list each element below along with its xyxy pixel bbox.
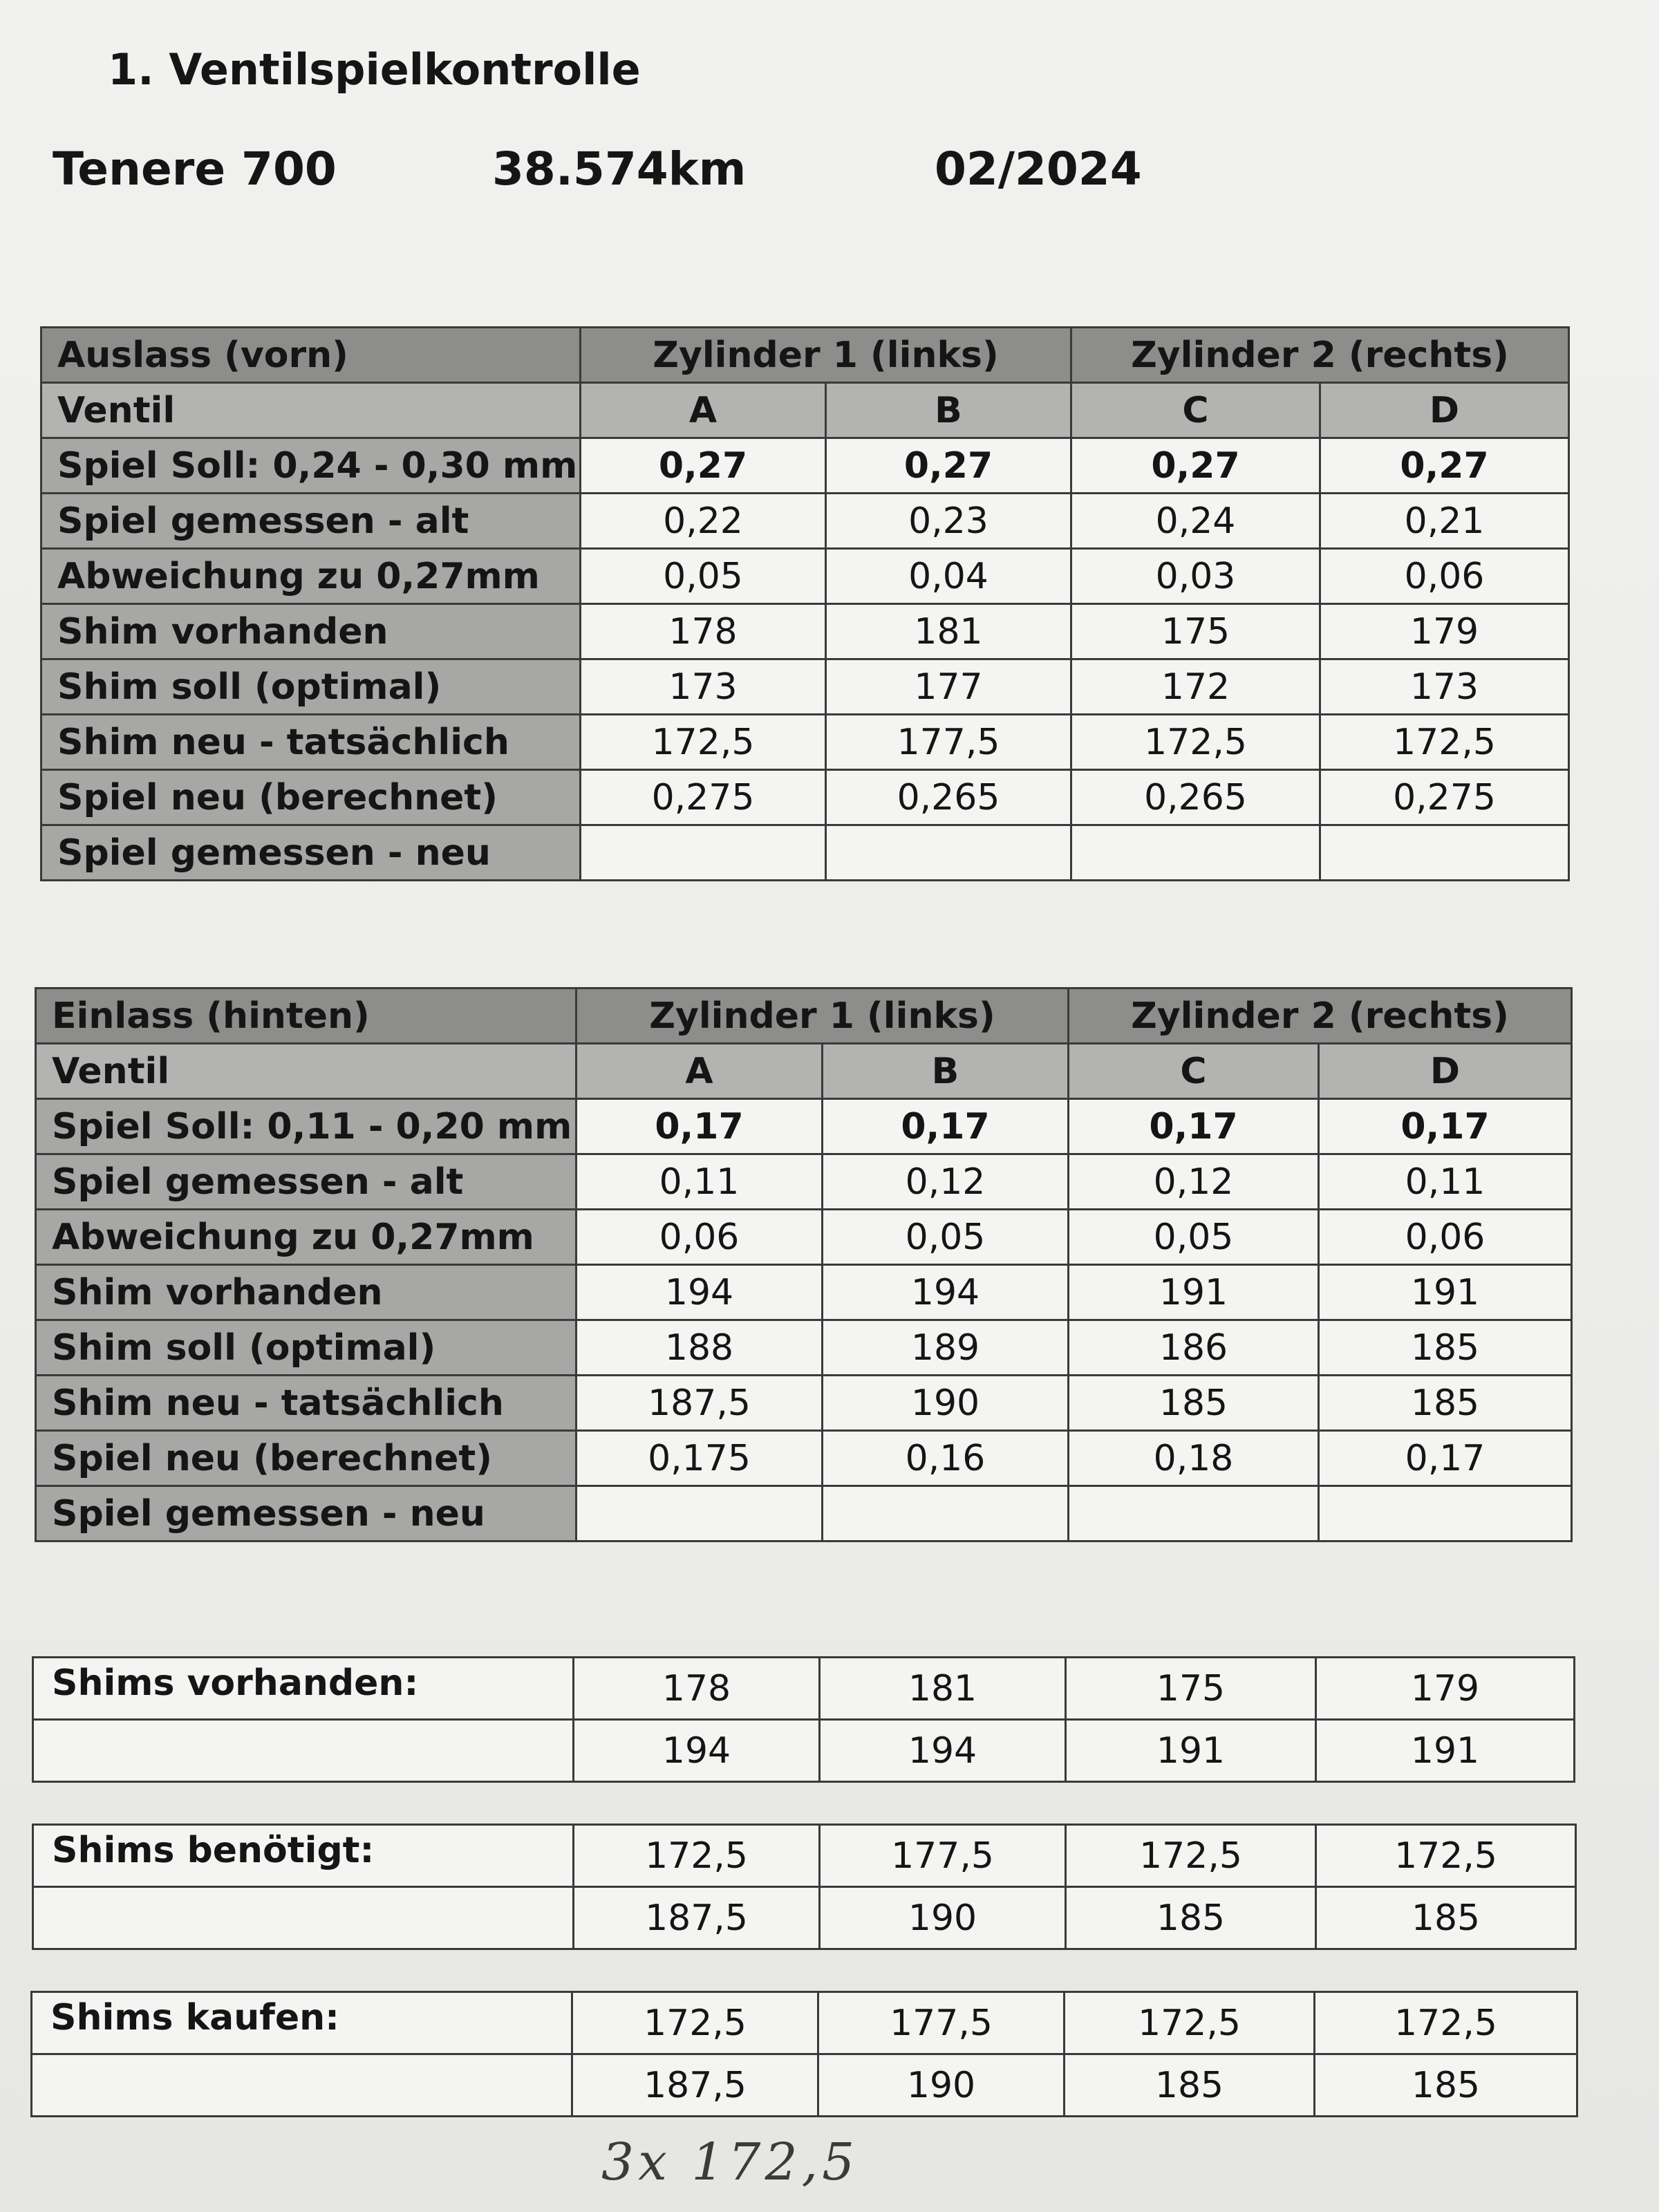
- cell: 172,5: [1071, 715, 1320, 770]
- row-label: Spiel gemessen - alt: [36, 1154, 577, 1210]
- shims-kaufen-table: [30, 1991, 1578, 2117]
- table-row: [41, 494, 1569, 549]
- cell: 188: [577, 1320, 823, 1376]
- row-label: Spiel Soll: 0,24 - 0,30 mm: [41, 438, 581, 494]
- cell: 190: [820, 1887, 1066, 1949]
- cell: 190: [823, 1376, 1069, 1431]
- table-row: [41, 549, 1569, 604]
- table-row: [36, 1099, 1572, 1154]
- cell: 177: [826, 659, 1071, 715]
- table-row: [41, 715, 1569, 770]
- einlass-ventil-row: [36, 1044, 1572, 1099]
- cell: 0,275: [1320, 770, 1569, 825]
- cell: 0,12: [823, 1154, 1069, 1210]
- valve-id: C: [1071, 383, 1320, 438]
- cell: 0,05: [823, 1210, 1069, 1265]
- cell: 178: [581, 604, 826, 659]
- row-label: Spiel gemessen - neu: [36, 1486, 577, 1541]
- cell: 191: [1066, 1720, 1316, 1782]
- row-label: Shim neu - tatsächlich: [41, 715, 581, 770]
- empty-cell: [1320, 825, 1569, 881]
- vehicle-model: Tenere 700: [53, 142, 337, 196]
- row-label: Abweichung zu 0,27mm: [36, 1210, 577, 1265]
- cell: 194: [577, 1265, 823, 1320]
- cell: 0,23: [826, 494, 1071, 549]
- row-label: Spiel neu (berechnet): [36, 1431, 577, 1486]
- einlass-header-label: Einlass (hinten): [36, 988, 577, 1044]
- cell: 185: [1319, 1376, 1572, 1431]
- cell: 0,06: [577, 1210, 823, 1265]
- table-row: [32, 2054, 1577, 2117]
- table-row: [41, 825, 1569, 881]
- empty-cell: [1069, 1486, 1319, 1541]
- cell: 172,5: [1065, 1992, 1315, 2054]
- cell: 187,5: [572, 2054, 818, 2117]
- valve-id: C: [1069, 1044, 1319, 1099]
- row-label: Shim vorhanden: [41, 604, 581, 659]
- table-row: [41, 770, 1569, 825]
- cell: 173: [581, 659, 826, 715]
- empty-cell: [577, 1486, 823, 1541]
- empty-cell: [823, 1486, 1069, 1541]
- cell: 187,5: [577, 1376, 823, 1431]
- cell: 0,05: [581, 549, 826, 604]
- cell: 172,5: [1320, 715, 1569, 770]
- einlass-cylinder-1-header: Zylinder 1 (links): [577, 988, 1069, 1044]
- cell: 0,17: [1069, 1099, 1319, 1154]
- cell: 185: [1315, 2054, 1577, 2117]
- row-label: Spiel gemessen - neu: [41, 825, 581, 881]
- auslass-cylinder-2-header: Zylinder 2 (rechts): [1071, 328, 1569, 383]
- cell: 179: [1316, 1658, 1575, 1720]
- einlass-cylinder-2-header: Zylinder 2 (rechts): [1069, 988, 1572, 1044]
- cell: 191: [1319, 1265, 1572, 1320]
- cell: 191: [1316, 1720, 1575, 1782]
- table-row: [36, 1265, 1572, 1320]
- cell: 172,5: [572, 1992, 818, 2054]
- cell: 0,27: [1071, 438, 1320, 494]
- cell: 172,5: [1315, 1992, 1577, 2054]
- row-label: Spiel Soll: 0,11 - 0,20 mm: [36, 1099, 577, 1154]
- cell: 0,24: [1071, 494, 1320, 549]
- cell: 194: [823, 1265, 1069, 1320]
- cell: 191: [1069, 1265, 1319, 1320]
- row-label: Shim vorhanden: [36, 1265, 577, 1320]
- cell: 177,5: [818, 1992, 1065, 2054]
- table-row: [32, 1992, 1577, 2054]
- valve-id: B: [826, 383, 1071, 438]
- cell: 179: [1320, 604, 1569, 659]
- cell: 0,21: [1320, 494, 1569, 549]
- cell: 172,5: [581, 715, 826, 770]
- valve-id: D: [1319, 1044, 1572, 1099]
- cell: 0,265: [826, 770, 1071, 825]
- row-label: Ventil: [41, 383, 581, 438]
- auslass-header-row: [41, 328, 1569, 383]
- cell: 0,275: [581, 770, 826, 825]
- cell: 0,05: [1069, 1210, 1319, 1265]
- cell: 0,03: [1071, 549, 1320, 604]
- einlass-header-row: [36, 988, 1572, 1044]
- table-row: [36, 1486, 1572, 1541]
- cell: 0,17: [823, 1099, 1069, 1154]
- cell: 0,27: [1320, 438, 1569, 494]
- row-label: Spiel neu (berechnet): [41, 770, 581, 825]
- cell: 0,17: [577, 1099, 823, 1154]
- empty-label-cell: [32, 2054, 572, 2117]
- row-label: Abweichung zu 0,27mm: [41, 549, 581, 604]
- cell: 181: [820, 1658, 1066, 1720]
- cell: 189: [823, 1320, 1069, 1376]
- cell: 190: [818, 2054, 1065, 2117]
- cell: 0,17: [1319, 1431, 1572, 1486]
- cell: 172,5: [1066, 1825, 1316, 1887]
- cell: 0,06: [1319, 1210, 1572, 1265]
- summary-label: Shims benötigt:: [33, 1825, 574, 1887]
- shims-vorhanden-table: [32, 1656, 1575, 1783]
- summary-label: Shims vorhanden:: [33, 1658, 574, 1720]
- row-label: Shim soll (optimal): [41, 659, 581, 715]
- cell: 172,5: [1316, 1825, 1576, 1887]
- valve-id: A: [581, 383, 826, 438]
- cell: 0,06: [1320, 549, 1569, 604]
- row-label: Shim soll (optimal): [36, 1320, 577, 1376]
- cell: 0,22: [581, 494, 826, 549]
- cell: 185: [1069, 1376, 1319, 1431]
- table-row: [33, 1658, 1575, 1720]
- empty-cell: [826, 825, 1071, 881]
- table-row: [33, 1720, 1575, 1782]
- cell: 0,265: [1071, 770, 1320, 825]
- table-row: [36, 1320, 1572, 1376]
- cell: 0,27: [581, 438, 826, 494]
- shims-benoetigt-table: [32, 1824, 1577, 1950]
- cell: 177,5: [820, 1825, 1066, 1887]
- auslass-table: [40, 326, 1570, 881]
- cell: 175: [1071, 604, 1320, 659]
- table-row: [41, 604, 1569, 659]
- cell: 185: [1316, 1887, 1576, 1949]
- table-row: [41, 659, 1569, 715]
- cell: 0,17: [1319, 1099, 1572, 1154]
- table-row: [36, 1154, 1572, 1210]
- empty-cell: [581, 825, 826, 881]
- table-row: [36, 1376, 1572, 1431]
- auslass-cylinder-1-header: Zylinder 1 (links): [581, 328, 1071, 383]
- valve-id: B: [823, 1044, 1069, 1099]
- table-row: [36, 1210, 1572, 1265]
- cell: 178: [574, 1658, 820, 1720]
- cell: 0,175: [577, 1431, 823, 1486]
- cell: 194: [820, 1720, 1066, 1782]
- table-row: [41, 438, 1569, 494]
- cell: 185: [1065, 2054, 1315, 2117]
- row-label: Spiel gemessen - alt: [41, 494, 581, 549]
- auslass-ventil-row: [41, 383, 1569, 438]
- table-row: [36, 1431, 1572, 1486]
- document-title: 1. Ventilspielkontrolle: [108, 44, 641, 95]
- cell: 177,5: [826, 715, 1071, 770]
- cell: 185: [1066, 1887, 1316, 1949]
- table-row: [33, 1825, 1576, 1887]
- cell: 173: [1320, 659, 1569, 715]
- einlass-table: [35, 987, 1573, 1542]
- cell: 194: [574, 1720, 820, 1782]
- cell: 186: [1069, 1320, 1319, 1376]
- cell: 0,11: [577, 1154, 823, 1210]
- row-label: Ventil: [36, 1044, 577, 1099]
- cell: 181: [826, 604, 1071, 659]
- cell: 0,11: [1319, 1154, 1572, 1210]
- valve-id: A: [577, 1044, 823, 1099]
- empty-label-cell: [33, 1887, 574, 1949]
- cell: 185: [1319, 1320, 1572, 1376]
- empty-cell: [1071, 825, 1320, 881]
- summary-label: Shims kaufen:: [32, 1992, 572, 2054]
- cell: 187,5: [574, 1887, 820, 1949]
- empty-cell: [1319, 1486, 1572, 1541]
- cell: 175: [1066, 1658, 1316, 1720]
- auslass-header-label: Auslass (vorn): [41, 328, 581, 383]
- row-label: Shim neu - tatsächlich: [36, 1376, 577, 1431]
- valve-id: D: [1320, 383, 1569, 438]
- table-row: [33, 1887, 1576, 1949]
- inspection-date: 02/2024: [935, 142, 1142, 196]
- cell: 0,16: [823, 1431, 1069, 1486]
- cell: 0,18: [1069, 1431, 1319, 1486]
- handwritten-note: 3x 172,5: [601, 2133, 859, 2192]
- cell: 0,27: [826, 438, 1071, 494]
- cell: 172,5: [574, 1825, 820, 1887]
- cell: 0,04: [826, 549, 1071, 604]
- mileage: 38.574km: [492, 142, 747, 196]
- cell: 172: [1071, 659, 1320, 715]
- cell: 0,12: [1069, 1154, 1319, 1210]
- empty-label-cell: [33, 1720, 574, 1782]
